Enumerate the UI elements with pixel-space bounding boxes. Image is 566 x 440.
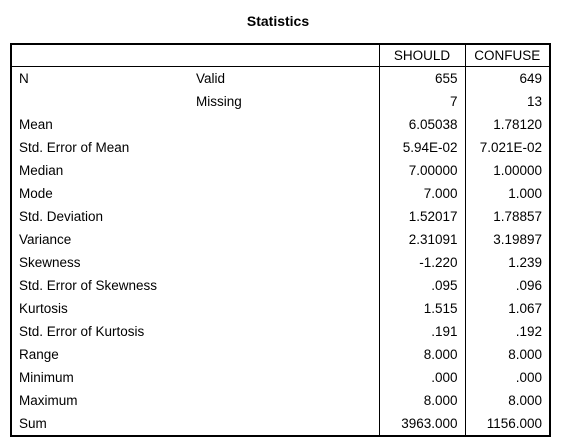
table-title: Statistics [246,13,310,29]
value-confuse: 1.00000 [465,159,550,182]
column-header-confuse: CONFUSE [465,44,550,67]
value-confuse: 1.067 [465,297,550,320]
table-row [11,297,550,320]
value-confuse: 1156.000 [465,412,550,436]
value-confuse: 1.000 [465,182,550,205]
row-label: Maximum [19,393,78,408]
row-label: Mode [19,186,53,201]
table-row [11,113,550,136]
value-confuse: 649 [465,67,550,91]
value-confuse: .096 [465,274,550,297]
value-should: -1.220 [379,251,465,274]
table-row [11,67,550,91]
value-should: 6.05038 [379,113,465,136]
value-should: 8.000 [379,389,465,412]
value-should: 8.000 [379,343,465,366]
table-row [11,366,550,389]
row-label: Sum [19,416,47,431]
row-label: Std. Deviation [19,209,104,224]
row-label [11,90,189,113]
row-label: Std. Error of Kurtosis [19,324,145,339]
value-confuse: .192 [465,320,550,343]
value-should: .095 [379,274,465,297]
value-confuse: 1.239 [465,251,550,274]
statistics-table [10,43,551,437]
value-confuse: 8.000 [465,343,550,366]
table-row [11,159,550,182]
table-row [11,228,550,251]
table-row [11,389,550,412]
row-label: N [19,71,29,86]
row-sublabel: Valid [196,71,226,86]
value-should: 2.31091 [379,228,465,251]
value-confuse: 3.19897 [465,228,550,251]
table-row [11,320,550,343]
value-should: .191 [379,320,465,343]
value-should: 7 [379,90,465,113]
table-row [11,182,550,205]
row-label: Minimum [19,370,74,385]
row-label: Std. Error of Skewness [19,278,158,293]
table-row [11,251,550,274]
row-label: Median [19,163,64,178]
header-row [11,44,550,67]
table-row [11,90,550,113]
value-should: 7.000 [379,182,465,205]
table-row [11,205,550,228]
value-should: 7.00000 [379,159,465,182]
row-label: Variance [19,232,72,247]
value-should: 5.94E-02 [379,136,465,159]
value-confuse: 1.78857 [465,205,550,228]
row-label: Kurtosis [19,301,68,316]
row-sublabel: Missing [196,94,242,109]
row-label: Mean [19,117,53,132]
value-confuse: 13 [465,90,550,113]
value-should: 1.52017 [379,205,465,228]
value-should: .000 [379,366,465,389]
table-row [11,343,550,366]
row-label: Std. Error of Mean [19,140,130,155]
row-label: Skewness [19,255,81,270]
value-confuse: 1.78120 [465,113,550,136]
table-row [11,136,550,159]
row-label: Range [19,347,59,362]
value-should: 1.515 [379,297,465,320]
value-confuse: 7.021E-02 [465,136,550,159]
value-should: 655 [379,67,465,91]
value-should: 3963.000 [379,412,465,436]
value-confuse: 8.000 [465,389,550,412]
column-header-should: SHOULD [379,44,465,67]
value-confuse: .000 [465,366,550,389]
table-row [11,412,550,436]
header-corner-cell [11,44,379,67]
table-row [11,274,550,297]
